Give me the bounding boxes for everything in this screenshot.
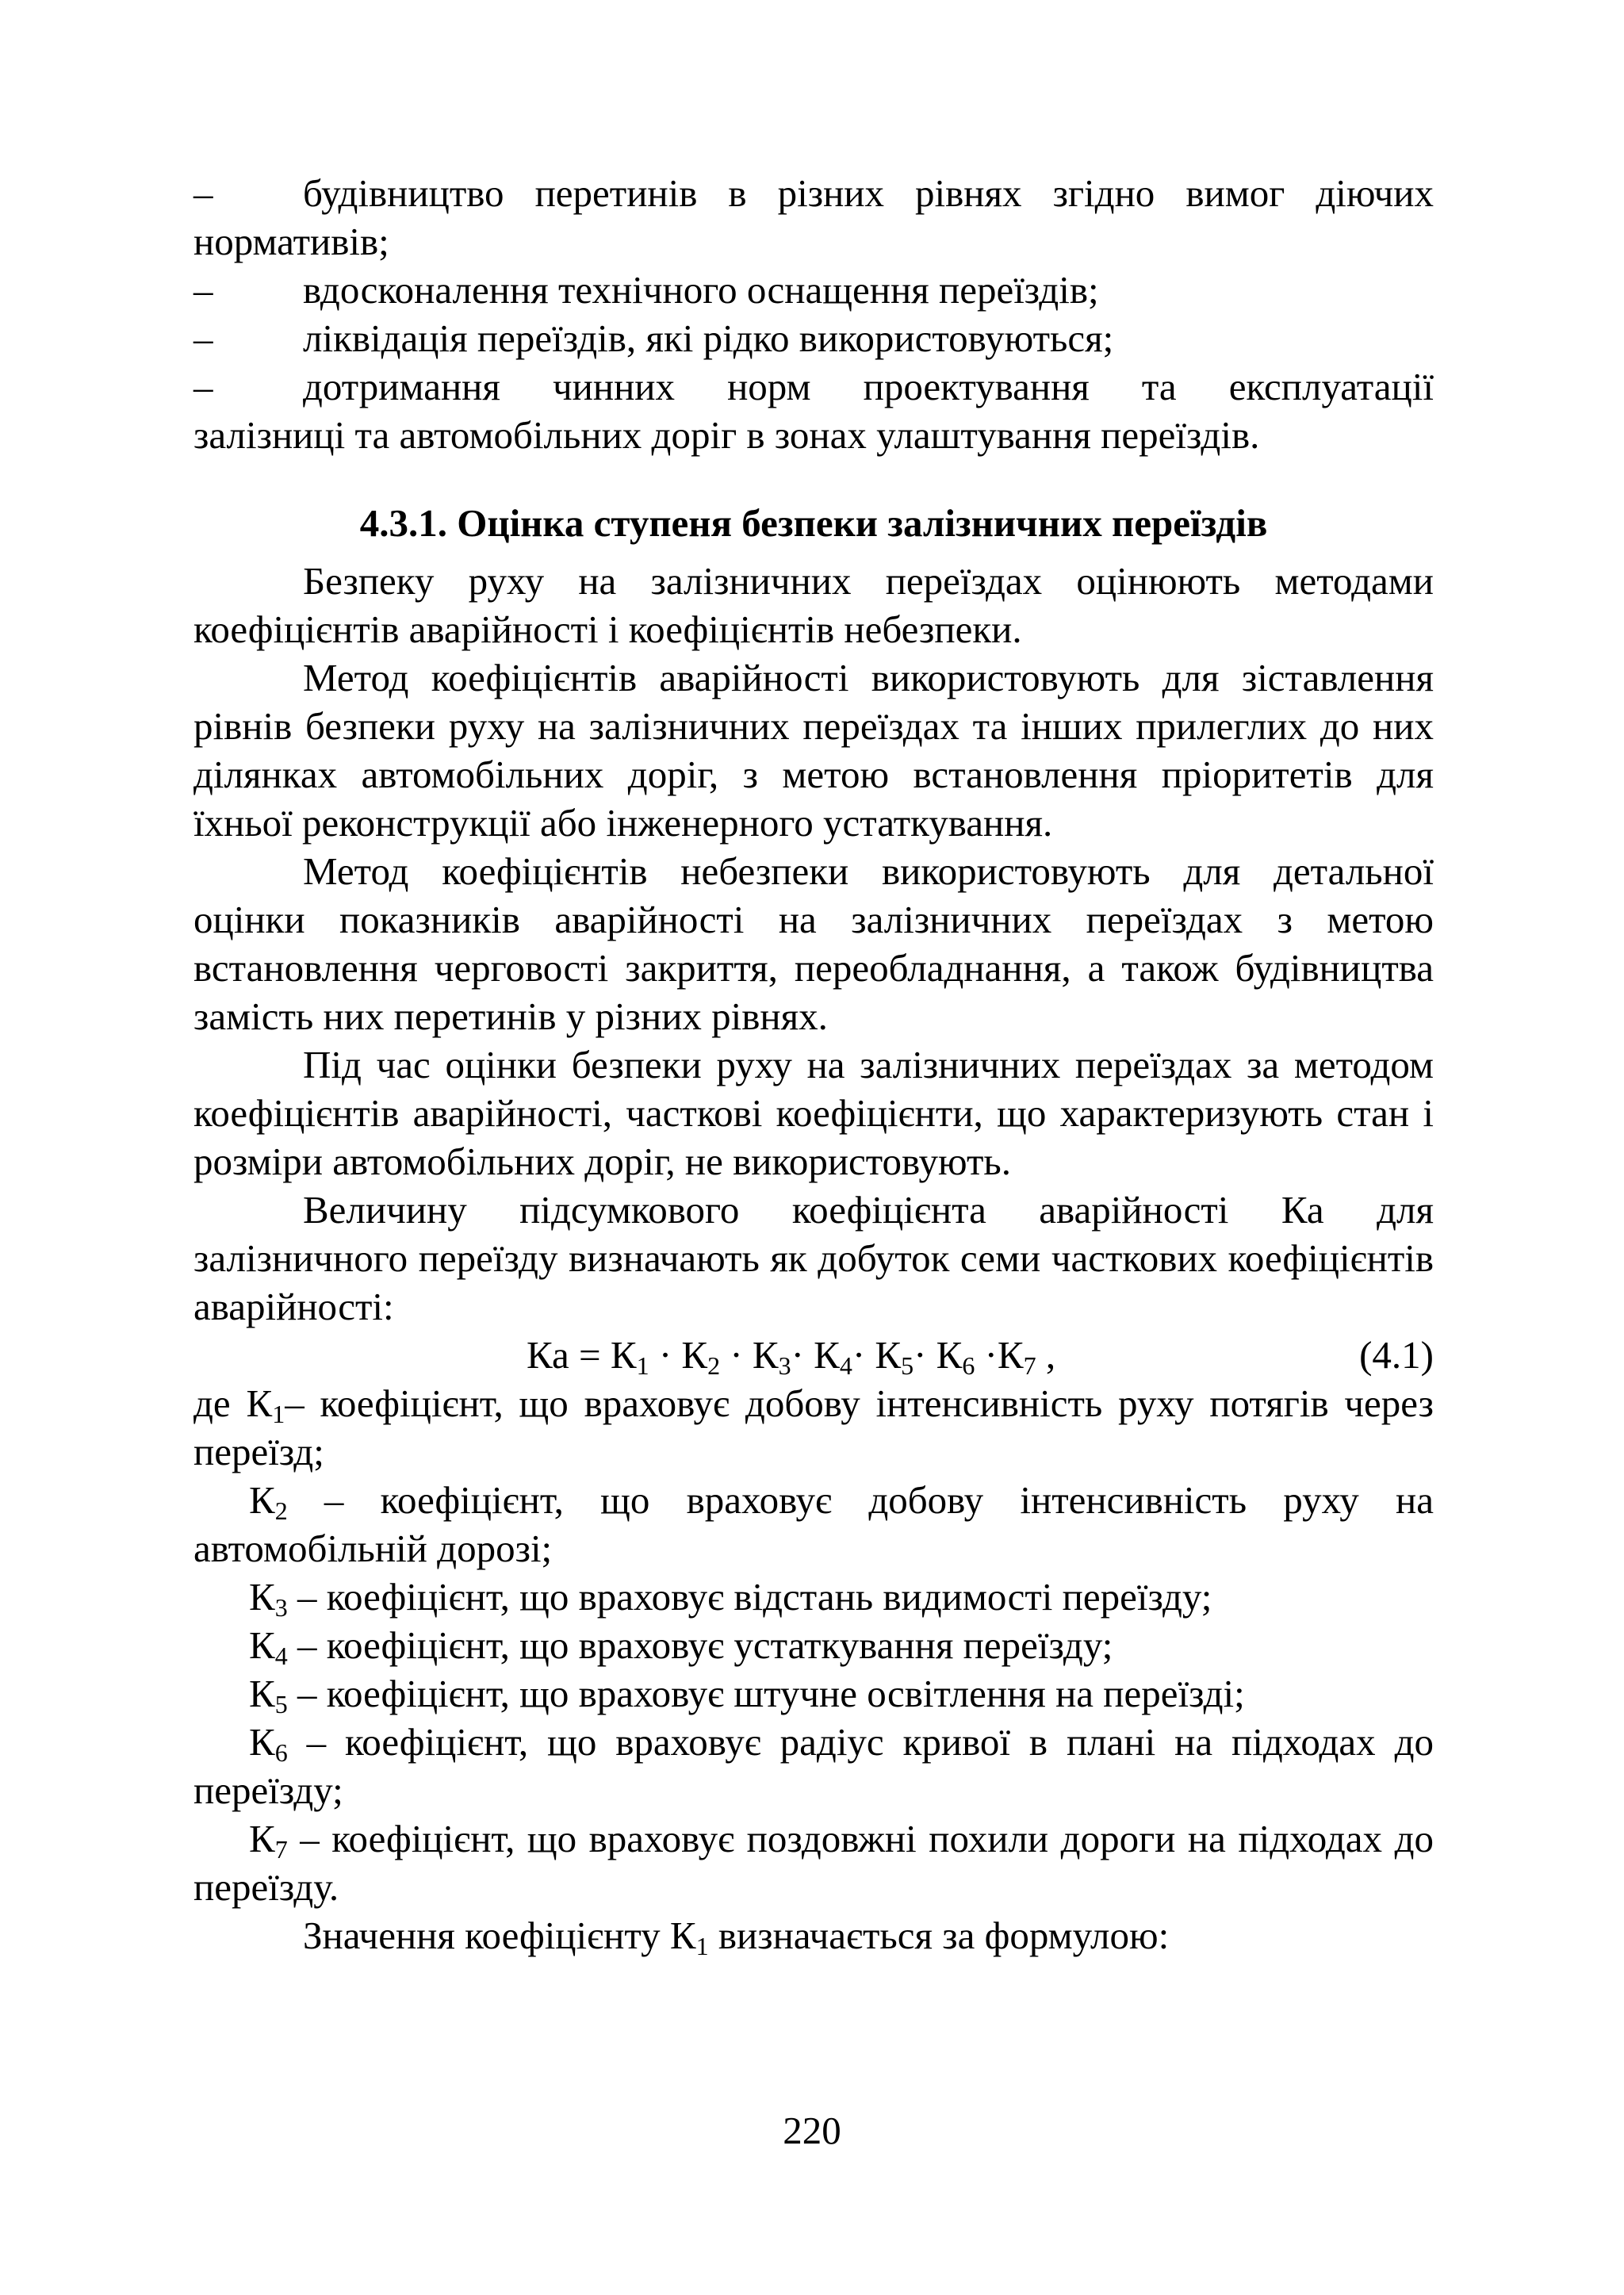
paragraph: Метод коефіцієнтів небезпеки використовують для детальної оцінки показників аварійності на залізничних переїздах з метою встановлення черговості закриття, переобладнання, а також будівництва замість них перетинів у різних рівнях. — [193, 849, 1434, 1038]
list-item-text: вдосконалення технічного оснащення переїздів; — [303, 268, 1099, 312]
definition-item: $К_4$ – коефіцієнт, що враховує устаткування переїзду; — [249, 1623, 1113, 1670]
list-dash: – — [193, 268, 213, 312]
definition-item: $К_5$ – коефіцієнт, що враховує штучне освітлення на переїзді; — [249, 1672, 1245, 1718]
list-dash: – — [193, 365, 213, 408]
list-item — [193, 314, 1434, 362]
list-item-text-line1: будівництво перетинів в різних рівнях згідно вимог діючих — [303, 171, 1434, 215]
list-item — [193, 266, 1434, 314]
definition-item: $К_3$ – коефіцієнт, що враховує відстань видимості переїзду; — [249, 1575, 1212, 1622]
section-heading: 4.3.1. Оцінка ступеня безпеки залізничних переїздів — [359, 501, 1268, 545]
page-number: 220 — [783, 2109, 841, 2152]
paragraph: Величину підсумкового коефіцієнта аварійності Ка для залізничного переїзду визначають як добуток семи часткових коефіцієнтів аварійності: — [193, 1188, 1434, 1328]
definition-item: $К_7$ – коефіцієнт, що враховує поздовжні похили дороги на підходах до переїзду. — [193, 1817, 1434, 1909]
definition-item: де $К_1-$ коефіцієнт, що враховує добову інтенсивність руху потягів через переїзд; — [193, 1381, 1434, 1473]
definition-item: $К_6$ – коефіцієнт, що враховує радіус кривої в плані на підходах до переїзду; — [193, 1720, 1434, 1812]
page-content — [193, 169, 1434, 1960]
definition-item: $К_2$ – коефіцієнт, що враховує добову інтенсивність руху на автомобільній дорозі; — [193, 1478, 1434, 1570]
formula-expression: Ка = $К_1 \cdot К_2 \cdot К_3\cdot К_4\cdot К_5\cdot К_6 \cdot К_7$ , — [527, 1333, 1056, 1380]
list-dash: – — [193, 316, 213, 360]
list-item-text-line2: залізниці та автомобільних доріг в зонах улаштування переїздів. — [193, 413, 1260, 457]
list-item-text-line2: нормативів; — [193, 220, 389, 263]
formula-line — [193, 1331, 1434, 1379]
list-dash: – — [193, 171, 213, 215]
list-item — [193, 169, 1434, 266]
paragraph: Безпеку руху на залізничних переїздах оцінюють методами коефіцієнтів аварійності і коефіцієнтів небезпеки. — [193, 559, 1434, 651]
paragraph: Метод коефіцієнтів аварійності використовують для зіставлення рівнів безпеки руху на залізничних переїздах та інших прилеглих до них ділянках автомобільних доріг, з метою встановлення пріоритетів для їхньої реконструкції або інженерного устаткування. — [193, 656, 1434, 845]
list-item-text-line1: дотримання чинних норм проектування та експлуатації — [303, 365, 1434, 408]
list-item-text: ліквідація переїздів, які рідко використовуються; — [303, 316, 1114, 360]
list-item — [193, 362, 1434, 459]
equation-number: (4.1) — [1359, 1333, 1434, 1377]
paragraph: Значення коефіцієнту $К_1$ визначається за формулою: — [303, 1914, 1170, 1960]
paragraph: Під час оцінки безпеки руху на залізничних переїздах за методом коефіцієнтів аварійності, часткові коефіцієнти, що характеризують стан і розміри автомобільних доріг, не використовують. — [193, 1043, 1434, 1183]
